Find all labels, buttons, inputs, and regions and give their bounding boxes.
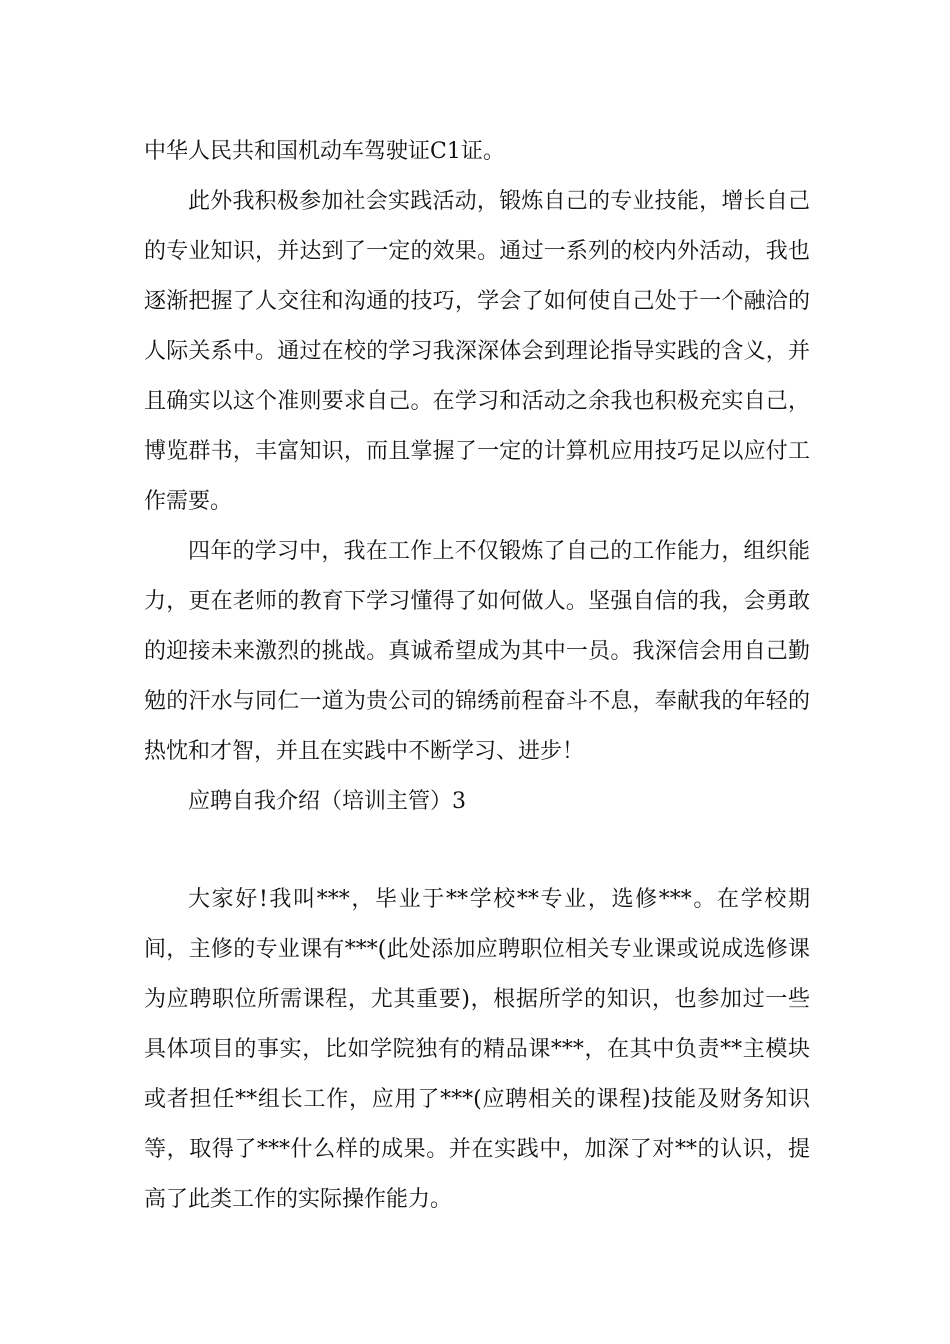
paragraph-license-continuation: 中华人民共和国机动车驾驶证C1证。	[144, 139, 505, 164]
paragraph-self-introduction: 大家好!我叫***，毕业于**学校**专业，选修***。在学校期间，主修的专业课有***(此处添加应聘职位相关专业课或说成选修课为应聘职位所需课程，尤其重要)，根据所学的知识，也参加过一些具体项目的事实，比如学院独有的精品课***，在其中负责**主模块或者担任**组长工作，应用了***(应聘相关的课程)技能及财务知识等，取得了***什么样的成果。并在实践中，加深了对**的认识，提高了此类工作的实际操作能力。	[144, 887, 810, 1212]
document-body-upper	[144, 127, 810, 827]
document-body-lower	[144, 875, 810, 1225]
paragraph-social-practice: 此外我积极参加社会实践活动，锻炼自己的专业技能，增长自己的专业知识，并达到了一定的效果。通过一系列的校内外活动，我也逐渐把握了人交往和沟通的技巧，学会了如何使自己处于一个融洽的人际关系中。通过在校的学习我深深体会到理论指导实践的含义，并且确实以这个准则要求自己。在学习和活动之余我也积极充实自己，博览群书，丰富知识，而且掌握了一定的计算机应用技巧足以应付工作需要。	[144, 189, 810, 514]
section-heading: 应聘自我介绍（培训主管）3	[188, 789, 466, 814]
paragraph-four-years: 四年的学习中，我在工作上不仅锻炼了自己的工作能力，组织能力，更在老师的教育下学习懂得了如何做人。坚强自信的我，会勇敢的迎接未来激烈的挑战。真诚希望成为其中一员。我深信会用自己勤勉的汗水与同仁一道为贵公司的锦绣前程奋斗不息，奉献我的年轻的热忱和才智，并且在实践中不断学习、进步！	[144, 539, 810, 764]
